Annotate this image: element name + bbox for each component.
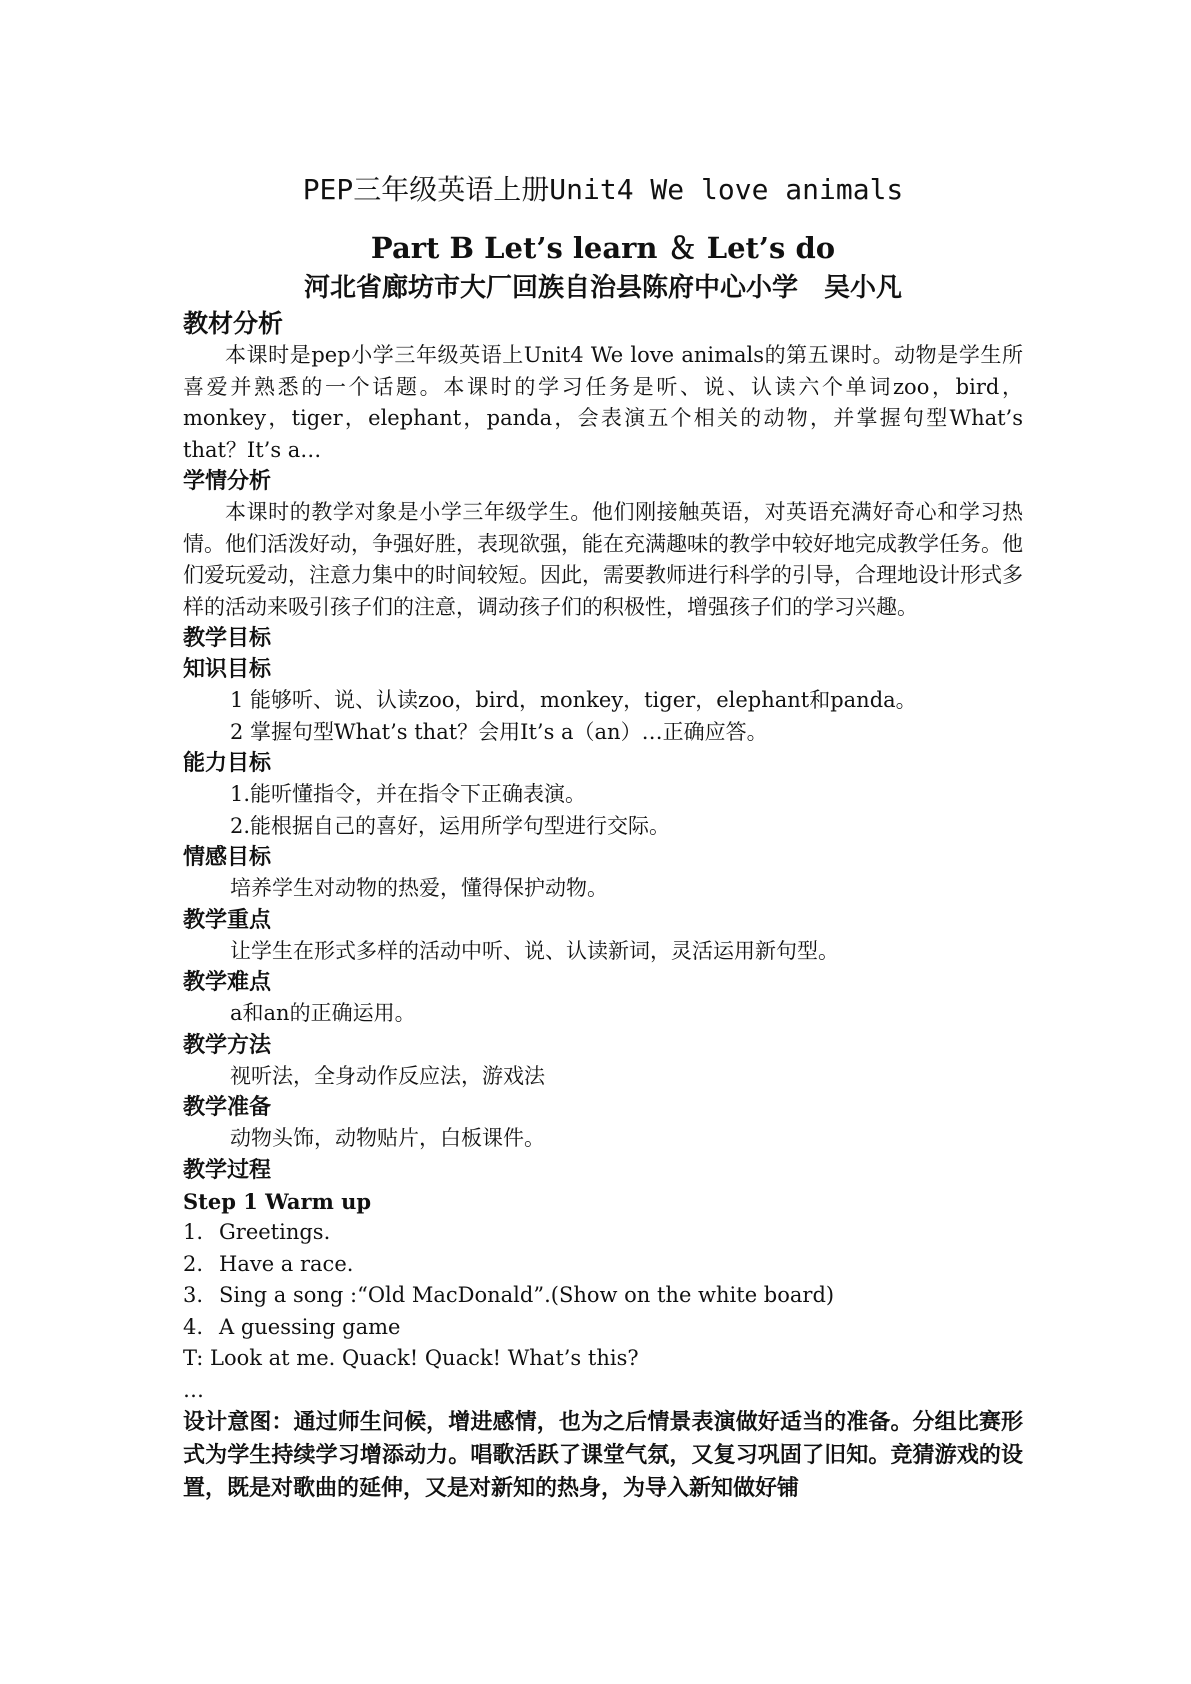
section-heading-key-points: 教学重点 — [183, 907, 272, 933]
section-heading-methods: 教学方法 — [183, 1032, 272, 1058]
methods-text: 视听法，全身动作反应法，游戏法 — [230, 1063, 545, 1088]
section-heading-process: 教学过程 — [183, 1157, 272, 1183]
section-heading-preparation: 教学准备 — [183, 1095, 272, 1120]
preparation-text: 动物头饰，动物贴片，白板课件。 — [230, 1126, 545, 1150]
teacher-line: T: Look at me. Quack! Quack! What’s this? — [183, 1346, 639, 1370]
knowledge-item-2: 2 掌握句型What’s that？会用It’s a（an）…正确应答。 — [230, 719, 768, 744]
section-heading-difficulties: 教学难点 — [183, 970, 272, 995]
key-points-text: 让学生在形式多样的活动中听、说、认读新词，灵活运用新句型。 — [230, 938, 839, 963]
document-author: 河北省廊坊市大厂回族自治县陈府中心小学 吴小凡 — [303, 273, 902, 303]
subheading-emotion: 情感目标 — [183, 845, 272, 870]
section-heading-student: 学情分析 — [183, 469, 272, 494]
emotion-item-1: 培养学生对动物的热爱，懂得保护动物。 — [230, 876, 608, 900]
ability-item-1: 1.能听懂指令，并在指令下正确表演。 — [230, 782, 587, 806]
step-1-heading: Step 1 Warm up — [183, 1188, 372, 1214]
student-analysis-text: 本课时的教学对象是小学三年级学生。他们刚接触英语，对英语充满好奇心和学习热情。他们活泼好动，争强好胜，表现欲强，能在充满趣味的教学中较好地完成教学任务。他们爱玩爱动，注意力集中的时间较短。因此，需要教师进行科学的引导，合理地设计形式多样的活动来吸引孩子们的注意，调动孩子们的积极性，增强孩子们的学习兴趣。 — [183, 500, 1023, 619]
document-page — [183, 170, 1023, 1505]
material-analysis-text: 本课时是pep小学三年级英语上Unit4 We love animals的第五课时。动物是学生所喜爱并熟悉的一个话题。本课时的学习任务是听、说、认读六个单词zoo，bird，monkey，tiger，elephant，panda，会表演五个相关的动物，并掌握句型What’s that？It’s a… — [183, 343, 1023, 462]
design-intent-text: 设计意图：通过师生问候，增进感情，也为之后情景表演做好适当的准备。分组比赛形式为学生持续学习增添动力。唱歌活跃了课堂气氛，又复习巩固了旧知。竞猜游戏的设置，既是对歌曲的延伸，又是对新知的热身，为导入新知做好铺 — [183, 1409, 1023, 1501]
ability-item-2: 2.能根据自己的喜好，运用所学句型进行交际。 — [230, 813, 671, 838]
document-subtitle: Part B Let’s learn ＆ Let’s do — [370, 231, 836, 265]
document-title: PEP三年级英语上册Unit4 We love animals — [302, 173, 904, 206]
list-item: 2. Have a race. — [183, 1251, 354, 1276]
section-heading-material: 教材分析 — [183, 309, 284, 338]
subheading-knowledge: 知识目标 — [183, 657, 272, 682]
knowledge-item-1: 1 能够听、说、认读zoo，bird，monkey，tiger，elephant和panda。 — [230, 688, 917, 712]
list-item: 1. Greetings. — [183, 1220, 331, 1244]
list-item: 4. A guessing game — [183, 1314, 401, 1339]
list-item: 3. Sing a song :“Old MacDonald”.(Show on the white board) — [183, 1283, 835, 1307]
subheading-ability: 能力目标 — [183, 751, 272, 776]
difficulties-text: a和an的正确运用。 — [230, 1001, 416, 1025]
ellipsis: … — [183, 1377, 204, 1402]
section-heading-objectives: 教学目标 — [183, 626, 272, 651]
